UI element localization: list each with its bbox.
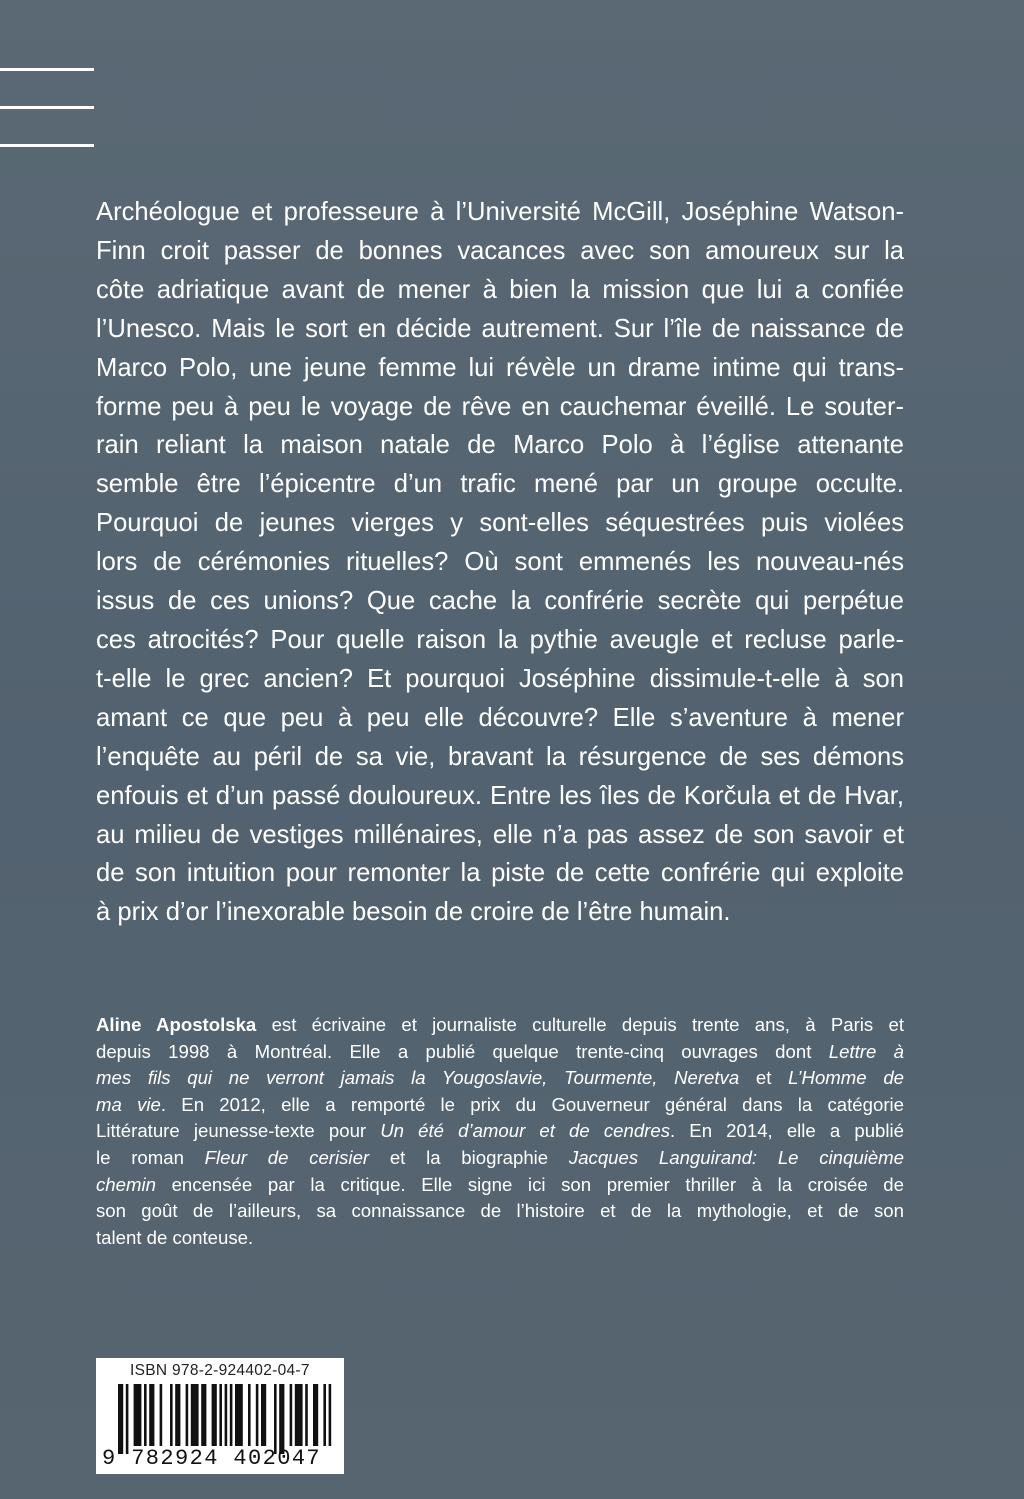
barcode-bar [212, 1384, 217, 1446]
book-title: L’Homme de [788, 1067, 904, 1089]
synopsis-line: Pourquoi de jeunes vierges y sont-elles séquestrées puis violées [96, 509, 904, 538]
barcode-bar [160, 1384, 163, 1446]
bio-line [96, 1172, 904, 1199]
isbn-label: ISBN 978-2-924402-04-7 [130, 1362, 310, 1379]
bio-text: est écrivaine et journaliste culturelle depuis trente ans, à Paris et [256, 1014, 904, 1035]
synopsis-line: amant ce que peu à peu elle découvre? Elle s’aventure à mener [96, 703, 904, 732]
synopsis-line: Marco Polo, une jeune femme lui révèle un drame intime qui trans- [96, 353, 904, 382]
synopsis-line: Finn croit passer de bonnes vacances avec son amoureux sur la [96, 236, 904, 265]
synopsis-line: lors de cérémonies rituelles? Où sont emmenés les nouveau-nés [96, 548, 904, 577]
barcode-bar [235, 1384, 243, 1446]
synopsis-line: t-elle le grec ancien? Et pourquoi Joséphine dissimule-t-elle à son [96, 664, 904, 693]
bio-line [96, 1012, 904, 1039]
barcode-bar [126, 1384, 129, 1454]
synopsis-line: l’Unesco. Mais le sort en décide autrement. Sur l’île de naissance de [96, 314, 904, 343]
synopsis-line: semble être l’épicentre d’un trafic mené par un groupe occulte. [96, 470, 904, 499]
author-name: Aline Apostolska [96, 1014, 257, 1035]
barcode-bar [118, 1384, 123, 1454]
book-title: Lettre à [828, 1040, 904, 1062]
barcode-bar [201, 1384, 206, 1446]
barcode-bar [225, 1384, 228, 1446]
bio-line [96, 1065, 904, 1092]
barcode-bar [290, 1384, 293, 1446]
bio-text: et la biographie [369, 1146, 569, 1168]
decorative-rule-3 [0, 144, 94, 147]
book-title: mes fils qui ne verront jamais la Yougoslavie, Tourmente, Neretva [96, 1067, 740, 1089]
bio-line [96, 1039, 904, 1066]
synopsis-line: enfouis et d’un passé douloureux. Entre les îles de Korčula et de Hvar, [96, 781, 904, 810]
barcode-bar [191, 1384, 199, 1446]
barcode-bar [256, 1384, 259, 1446]
synopsis-line: Archéologue et professeure à l’Université McGill, Joséphine Watson- [96, 198, 904, 226]
book-title: Jacques Languirand: Le cinquième [568, 1146, 905, 1168]
bio-line [96, 1145, 904, 1172]
barcode-bar [170, 1384, 173, 1446]
barcode-bar [144, 1384, 147, 1446]
author-bio [96, 1012, 904, 1251]
bio-text: depuis 1998 à Montréal. Elle a publié quelque trente-cinq ouvrages dont [96, 1040, 829, 1062]
bio-line: son goût de l’ailleurs, sa connaissance de l’histoire et de la mythologie, et de son [96, 1200, 904, 1222]
barcode-bar [134, 1384, 142, 1446]
decorative-rule-2 [0, 106, 94, 109]
bio-line [96, 1092, 904, 1119]
bio-line [96, 1118, 904, 1145]
bio-text: encensée par la critique. Elle signe ici son premier thriller à la croisée de [155, 1173, 904, 1195]
synopsis-line: de son intuition pour remonter la piste de cette confrérie qui exploite [96, 859, 904, 888]
synopsis-line: ces atrocités? Pour quelle raison la pythie aveugle et recluse parle- [96, 625, 904, 654]
barcode-bar [329, 1384, 332, 1446]
book-title: ma vie [96, 1093, 161, 1115]
bio-text: . En 2012, elle a remporté le prix du Gouverneur général dans la catégorie [160, 1093, 904, 1115]
book-title: Fleur de cerisier [204, 1146, 370, 1168]
barcode-bar [305, 1384, 308, 1446]
barcode-bar [274, 1384, 277, 1454]
bio-text: et [739, 1067, 789, 1089]
barcode-bar [149, 1384, 154, 1446]
bio-text: . En 2014, elle a publié [670, 1120, 904, 1142]
synopsis-line: à prix d’or l’inexorable besoin de croire de l’être humain. [96, 898, 731, 927]
synopsis-line: au milieu de vestiges millénaires, elle n’a pas assez de son savoir et [96, 820, 904, 849]
barcode-bar [230, 1384, 233, 1446]
synopsis-line: l’enquête au péril de sa vie, bravant la résurgence de ses démons [96, 742, 904, 771]
barcode-bar [323, 1384, 326, 1446]
book-title: chemin [96, 1173, 156, 1195]
barcode-bar [261, 1384, 266, 1446]
bio-text: Littérature jeunesse-texte pour [96, 1120, 381, 1142]
bio-line: talent de conteuse. [96, 1226, 254, 1248]
decorative-rule-1 [0, 68, 94, 71]
barcode-bar [219, 1384, 222, 1446]
barcode-bar [313, 1384, 318, 1446]
synopsis-paragraph [96, 193, 904, 932]
barcode-bar [175, 1384, 180, 1446]
synopsis-line: forme peu à peu le voyage de rêve en cauchemar éveillé. Le souter- [96, 392, 904, 421]
barcode-bar [248, 1384, 251, 1446]
bio-text: le roman [96, 1146, 205, 1168]
isbn-barcode [96, 1358, 344, 1474]
barcode-bar [186, 1384, 189, 1446]
book-title: Un été d’amour et de cendres [380, 1120, 671, 1142]
synopsis-line: rain reliant la maison natale de Marco Polo à l’église attenante [96, 431, 904, 460]
barcode-bar [279, 1384, 284, 1454]
synopsis-line: issus de ces unions? Que cache la confrérie secrète qui perpétue [96, 587, 904, 616]
barcode-bar [295, 1384, 303, 1446]
synopsis-line: côte adriatique avant de mener à bien la mission que lui a confiée [96, 275, 904, 304]
barcode-digits: 9 782924 402047 [102, 1446, 322, 1471]
